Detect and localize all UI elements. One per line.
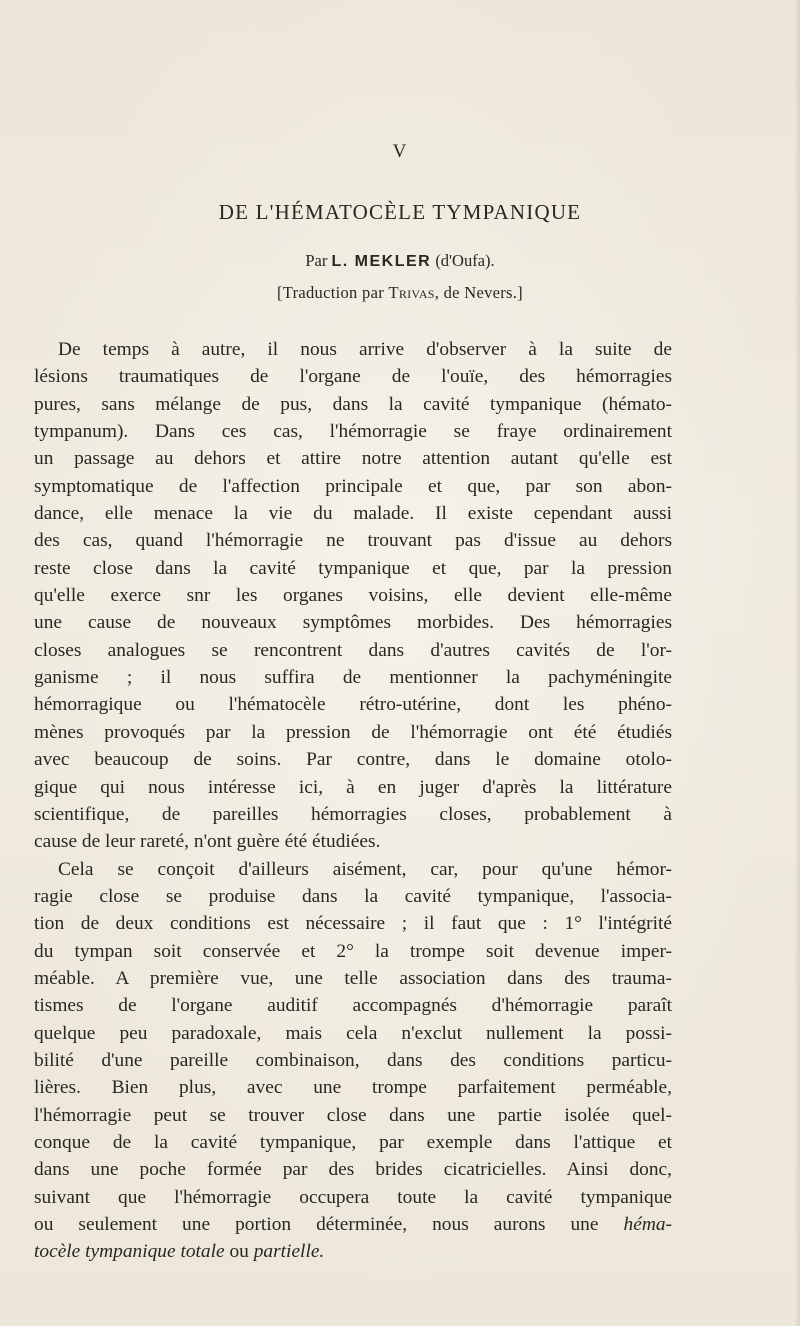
body-line: conque de la cavité tympanique, par exemple dans l'attique et — [34, 1131, 672, 1153]
italic-term: partielle. — [253, 1241, 325, 1263]
body-line: hémorragique ou l'hématocèle rétro-utérine, dont les phéno- — [34, 694, 672, 716]
translator-close: , de Nevers.] — [434, 283, 523, 302]
body-line: suivant que l'hémorragie occupera toute la cavité tympanique — [34, 1186, 672, 1208]
body-line: gique qui nous intéresse ici, à en juger d'après la littérature — [34, 776, 672, 798]
body-line-final — [34, 1238, 672, 1265]
body-line: tismes de l'organe auditif accompagnés d'hémorragie paraît — [34, 995, 672, 1017]
body-line: des cas, quand l'hémorragie ne trouvant pas d'issue au dehors — [34, 530, 672, 552]
connector-word: ou — [229, 1241, 249, 1263]
body-line: closes analogues se rencontrent dans d'autres cavités de l'or- — [34, 639, 672, 661]
body-line: ganisme ; il nous suffira de mentionner la pachyméningite — [34, 667, 672, 689]
body-line: lières. Bien plus, avec une trompe parfaitement perméable, — [34, 1077, 672, 1099]
body-line: tympanum). Dans ces cas, l'hémorragie se fraye ordinairement — [34, 421, 672, 443]
body-line: une cause de nouveaux symptômes morbides. Des hémorragies — [34, 612, 672, 634]
body-line: dance, elle menace la vie du malade. Il existe cependant aussi — [34, 503, 672, 525]
body-line: dans une poche formée par des brides cicatricielles. Ainsi donc, — [34, 1159, 672, 1181]
body-line: bilité d'une pareille combinaison, dans des conditions particu- — [34, 1049, 672, 1071]
byline-prefix: Par — [305, 251, 328, 270]
italic-term: tocèle tympanique totale — [34, 1241, 225, 1263]
italic-term: héma- — [623, 1214, 672, 1235]
byline — [0, 251, 800, 271]
translator-note — [0, 283, 800, 303]
body-line: tion de deux conditions est nécessaire ; il faut que : 1° l'intégrité — [34, 913, 672, 935]
chapter-number: V — [392, 141, 408, 162]
body-line: reste close dans la cavité tympanique et que, par la pression — [34, 557, 672, 579]
author-origin: (d'Oufa). — [435, 251, 495, 270]
body-line-text: ou seulement une portion déterminée, nous aurons une — [34, 1214, 599, 1235]
chapter-title: DE L'HÉMATOCÈLE TYMPANIQUE — [218, 200, 582, 224]
translator-open: [Traduction par — [277, 283, 384, 302]
body-line: lésions traumatiques de l'organe de l'ouïe, des hémorragies — [34, 366, 672, 388]
body-line: du tympan soit conservée et 2° la trompe soit devenue imper- — [34, 940, 672, 962]
author-name: L. MEKLER — [331, 253, 432, 270]
body-line: Cela se conçoit d'ailleurs aisément, car, pour qu'une hémor- — [58, 858, 672, 880]
body-line: pures, sans mélange de pus, dans la cavité tympanique (hémato- — [34, 393, 672, 415]
body-line: quelque peu paradoxale, mais cela n'exclut nullement la possi- — [34, 1022, 672, 1044]
body-line: De temps à autre, il nous arrive d'observer à la suite de — [58, 339, 672, 360]
body-line: l'hémorragie peut se trouver close dans une partie isolée quel- — [34, 1104, 672, 1126]
body-line: ragie close se produise dans la cavité tympanique, l'associa- — [34, 885, 672, 907]
body-line: mènes provoqués par la pression de l'hémorragie ont été étudiés — [34, 721, 672, 743]
translator-name: Trivas — [388, 283, 435, 302]
body-line: cause de leur rareté, n'ont guère été étudiées. — [34, 831, 381, 853]
body-line: méable. A première vue, une telle association dans des trauma- — [34, 967, 672, 989]
body-line-with-italic — [34, 1211, 672, 1238]
body-line: avec beaucoup de soins. Par contre, dans le domaine otolo- — [34, 749, 672, 771]
article-body — [34, 336, 672, 1266]
body-line: un passage au dehors et attire notre attention autant qu'elle est — [34, 448, 672, 470]
body-line: symptomatique de l'affection principale et que, par son abon- — [34, 475, 672, 497]
body-line: scientifique, de pareilles hémorragies closes, probablement à — [34, 803, 672, 825]
body-line: qu'elle exerce snr les organes voisins, elle devient elle-même — [34, 585, 672, 607]
